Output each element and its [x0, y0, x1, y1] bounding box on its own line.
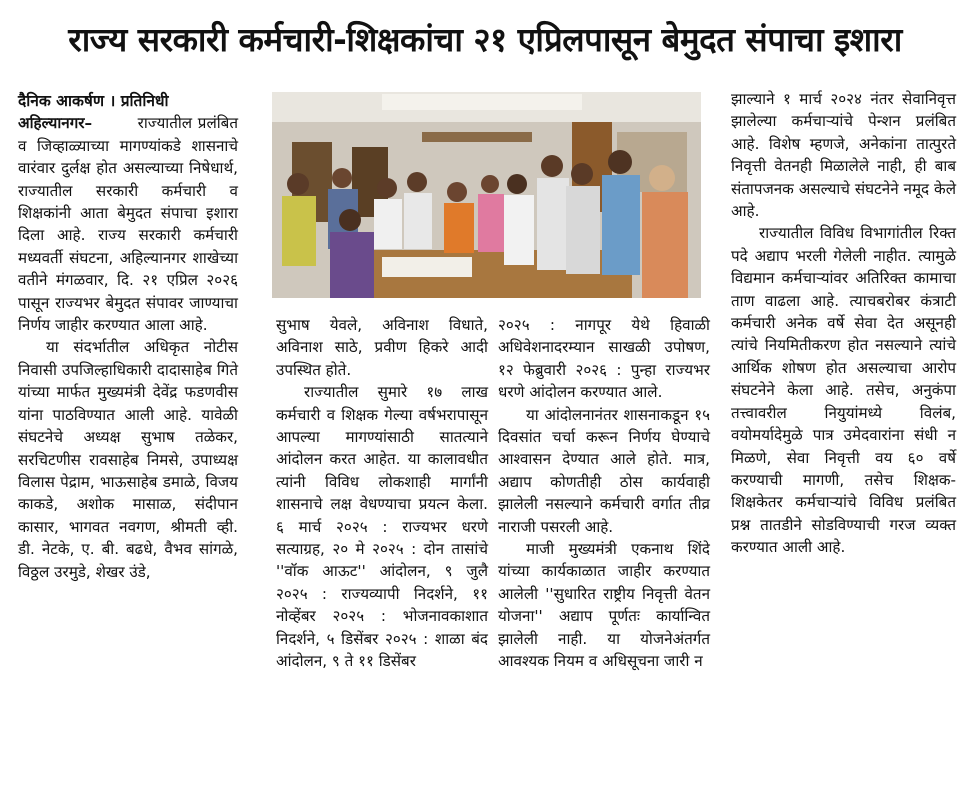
paragraph: या आंदोलनानंतर शासनाकडून १५ दिवसांत चर्चा करून निर्णय घेण्याचे आश्वासन देण्यात आले होते. मात्र, अद्याप कोणतीही ठोस कार्यवाही झालेली नसल्याने कर्मचारी वर्गात तीव्र नाराजी पसरली आहे. — [498, 405, 710, 536]
headline: राज्य सरकारी कर्मचारी-शिक्षकांचा २१ एप्रिलपासून बेमुदत संपाचा इशारा — [68, 20, 902, 59]
news-photo — [272, 92, 701, 298]
byline: दैनिक आकर्षण । प्रतिनिधी — [18, 92, 169, 110]
column-2 — [276, 314, 488, 673]
paragraph: सुभाष येवले, अविनाश विधाते, अविनाश साठे, प्रवीण हिकरे आदी उपस्थित होते. — [276, 316, 488, 379]
paragraph: झाल्याने १ मार्च २०२४ नंतर सेवानिवृत्त झालेल्या कर्मचाऱ्यांचे पेन्शन प्रलंबित आहे. विशेष म्हणजे, अनेकांना तात्पुरते निवृत्ती वेतनही मिळालेले नाही, ही बाब संतापजनक असल्याचे संघटनेने नमूद केले आहे. — [731, 90, 956, 221]
paragraph: राज्यातील प्रलंबित व जिव्हाळ्याच्या मागण्यांकडे शासनाचे वारंवार दुर्लक्ष होत असल्याच्या निषेधार्थ, राज्यातील सरकारी कर्मचारी व शिक्षकांनी आता बेमुदत संपाचा इशारा दिला आहे. राज्य सरकारी कर्मचारी मध्यवर्ती संघटना, अहिल्यानगर शाखेच्या वतीने मंगळवार, दि. २१ एप्रिल २०२६ पासून राज्यभर बेमुदत संपावर जाण्याचा निर्णय जाहीर करण्यात आला आहे. — [18, 114, 238, 335]
column-1 — [18, 90, 238, 583]
paragraph: माजी मुख्यमंत्री एकनाथ शिंदे यांच्या कार्यकाळात जाहीर करण्यात आलेली ''सुधारित राष्ट्रीय निवृत्ती वेतन योजना'' अद्याप पूर्णतः कार्यान्वित झालेली नाही. या योजनेअंतर्गत आवश्यक नियम व अधिसूचना जारी न — [498, 540, 710, 671]
paragraph: राज्यातील सुमारे १७ लाख कर्मचारी व शिक्षक गेल्या वर्षभरापासून आपल्या मागण्यांसाठी सातत्याने आंदोलन करत आहेत. या कालावधीत त्यांनी विविध लोकशाही मार्गांनी शासनाचे लक्ष वेधण्याचा प्रयत्न केला. ६ मार्च २०२५ : राज्यभर धरणे सत्याग्रह, २० मे २०२५ : दोन तासांचे ''वॉक आऊट'' आंदोलन, ९ जुलै २०२५ : राज्यव्यापी निदर्शने, ११ नोव्हेंबर २०२५ : भोजनावकाशात निदर्शने, ५ डिसेंबर २०२५ : शाळा बंद आंदोलन, ९ ते ११ डिसेंबर — [276, 383, 488, 671]
dateline-place: अहिल्यानगर– — [18, 114, 93, 133]
column-3 — [498, 314, 710, 673]
paragraph: राज्यातील विविध विभागांतील रिक्त पदे अद्याप भरली गेलेली नाहीत. त्यामुळे विद्यमान कर्मचाऱ्यांवर अतिरिक्त कामाचा ताण वाढला आहे. त्याचबरोबर कंत्राटी कर्मचारी अनेक वर्षे सेवा देत असूनही त्यांचे नियमितीकरण होत नसल्याने त्यांचे आर्थिक शोषण होत असल्याचा आरोप संघटनेने केला आहे. तसेच, अनुकंपा तत्त्वावरील नियुयांमध्ये विलंब, वयोमर्यादेमुळे पात्र उमेदवारांना संधी न मिळणे, सेवा निवृत्ती वय ६० वर्षे करण्याची मागणी, तसेच शिक्षक-शिक्षकेतर कर्मचाऱ्यांचे विविध प्रलंबित प्रश्न तातडीने सोडविण्याची गरज व्यक्त करण्यात आली आहे. — [731, 224, 956, 557]
column-4 — [731, 88, 956, 559]
paragraph: या संदर्भातील अधिकृत नोटीस निवासी उपजिल्हाधिकारी दादासाहेब गिते यांच्या मार्फत मुख्यमंत्री देवेंद्र फडणवीस यांना पाठविण्यात आली आहे. यावेळी संघटनेचे अध्यक्ष सुभाष तळेकर, सरचिटणीस रावसाहेब निमसे, उपाध्यक्ष विलास पेद्राम, भाऊसाहेब डमाळे, विजय काकडे, अशोक मासाळ, संदीपान कासार, भागवत नवगण, श्रीमती व्ही. डी. नेटके, ए. बी. बढधे, वैभव सांगळे, विठ्ठल उरमुडे, शेखर उंडे, — [18, 338, 238, 581]
paragraph: २०२५ : नागपूर येथे हिवाळी अधिवेशनादरम्यान साखळी उपोषण, १२ फेब्रुवारी २०२६ : पुन्हा राज्यभर धरणे आंदोलन करण्यात आले. — [498, 316, 710, 402]
